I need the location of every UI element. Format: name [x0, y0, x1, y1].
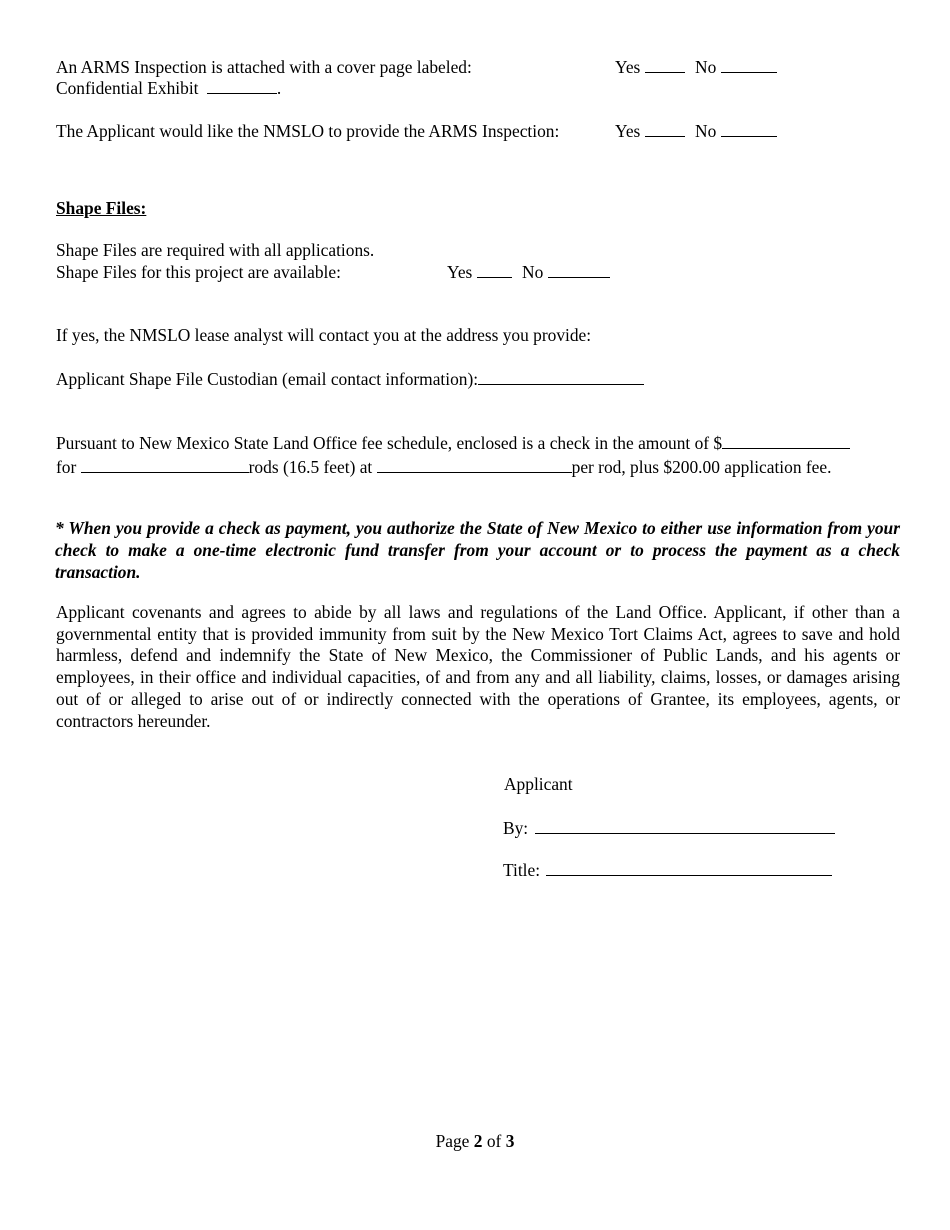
- yes-blank-field[interactable]: [477, 262, 512, 278]
- shape-files-required-text: Shape Files are required with all applications.: [56, 240, 375, 260]
- no-label: No: [695, 57, 717, 77]
- confidential-exhibit-label: Confidential Exhibit: [56, 78, 199, 98]
- rods-count-field[interactable]: [81, 457, 249, 473]
- covenant-paragraph: Applicant covenants and agrees to abide by all laws and regulations of the Land Office. Applicant, if other than a governmental entity that is provided immunity from suit by the New Mexico Tort Claims Act, agrees to save and hold harmless, defend and indemnify the State of New Mexico, the Commissioner of Public Lands, and his agents or employees, in their office and individual capacities, of and from any and all liability, claims, losses, or damages arising out of or alleged to arise out of or indirectly connected with the operations of Grantee, its employees, agents, or contractors hereunder.: [56, 602, 900, 731]
- confidential-exhibit-row: Confidential Exhibit .: [56, 78, 282, 98]
- shape-files-available-question: Shape Files for this project are available:: [56, 262, 341, 282]
- shape-files-available-choice: [447, 262, 610, 284]
- shape-files-heading: Shape Files:: [56, 198, 147, 218]
- rods-label: rods (16.5 feet) at: [248, 457, 373, 477]
- yes-label: Yes: [615, 57, 641, 77]
- current-page-number: 2: [473, 1131, 483, 1151]
- check-amount-field[interactable]: [722, 433, 850, 449]
- applicant-label: Applicant: [504, 774, 573, 794]
- shape-files-contact-text: If yes, the NMSLO lease analyst will contact you at the address you provide:: [56, 325, 592, 345]
- signature-by-field[interactable]: [535, 818, 835, 834]
- yes-label: Yes: [615, 121, 641, 141]
- signature-title-field[interactable]: [546, 860, 832, 876]
- signature-title-row: [503, 860, 832, 882]
- yes-label: Yes: [447, 262, 473, 282]
- per-rod-amount-field[interactable]: [377, 457, 572, 473]
- payment-notice: * When you provide a check as payment, you authorize the State of New Mexico to either use information from your check to make a one-time electronic fund transfer from your account or to process the payment as a check transaction.: [55, 518, 900, 582]
- custodian-row: [56, 369, 644, 391]
- fee-line-text: Pursuant to New Mexico State Land Office fee schedule, enclosed is a check in the amount of $: [56, 433, 723, 453]
- page-word: Page: [435, 1131, 470, 1151]
- per-rod-label: per rod, plus $200.00 application fee.: [571, 457, 832, 477]
- no-label: No: [522, 262, 544, 282]
- no-blank-field[interactable]: [721, 121, 777, 137]
- of-word: of: [486, 1131, 502, 1151]
- for-label: for: [56, 457, 77, 477]
- no-blank-field[interactable]: [548, 262, 610, 278]
- fee-amount-row: [56, 433, 850, 455]
- arms-provide-question: The Applicant would like the NMSLO to provide the ARMS Inspection:: [56, 121, 560, 141]
- no-blank-field[interactable]: [721, 57, 777, 73]
- no-label: No: [695, 121, 717, 141]
- page-footer: [0, 1131, 950, 1153]
- custodian-email-field[interactable]: [478, 369, 644, 385]
- confidential-exhibit-field[interactable]: [207, 78, 277, 94]
- title-label: Title:: [503, 860, 541, 880]
- arms-attached-question: An ARMS Inspection is attached with a cover page labeled:: [56, 57, 472, 77]
- fee-rods-row: [56, 457, 831, 479]
- yes-blank-field[interactable]: [645, 121, 685, 137]
- total-pages-number: 3: [505, 1131, 515, 1151]
- signature-by-row: [503, 818, 835, 840]
- arms-attached-choice: [615, 57, 777, 79]
- arms-provide-choice: [615, 121, 777, 143]
- yes-blank-field[interactable]: [645, 57, 685, 73]
- by-label: By:: [503, 818, 529, 838]
- custodian-label: Applicant Shape File Custodian (email contact information):: [56, 369, 479, 389]
